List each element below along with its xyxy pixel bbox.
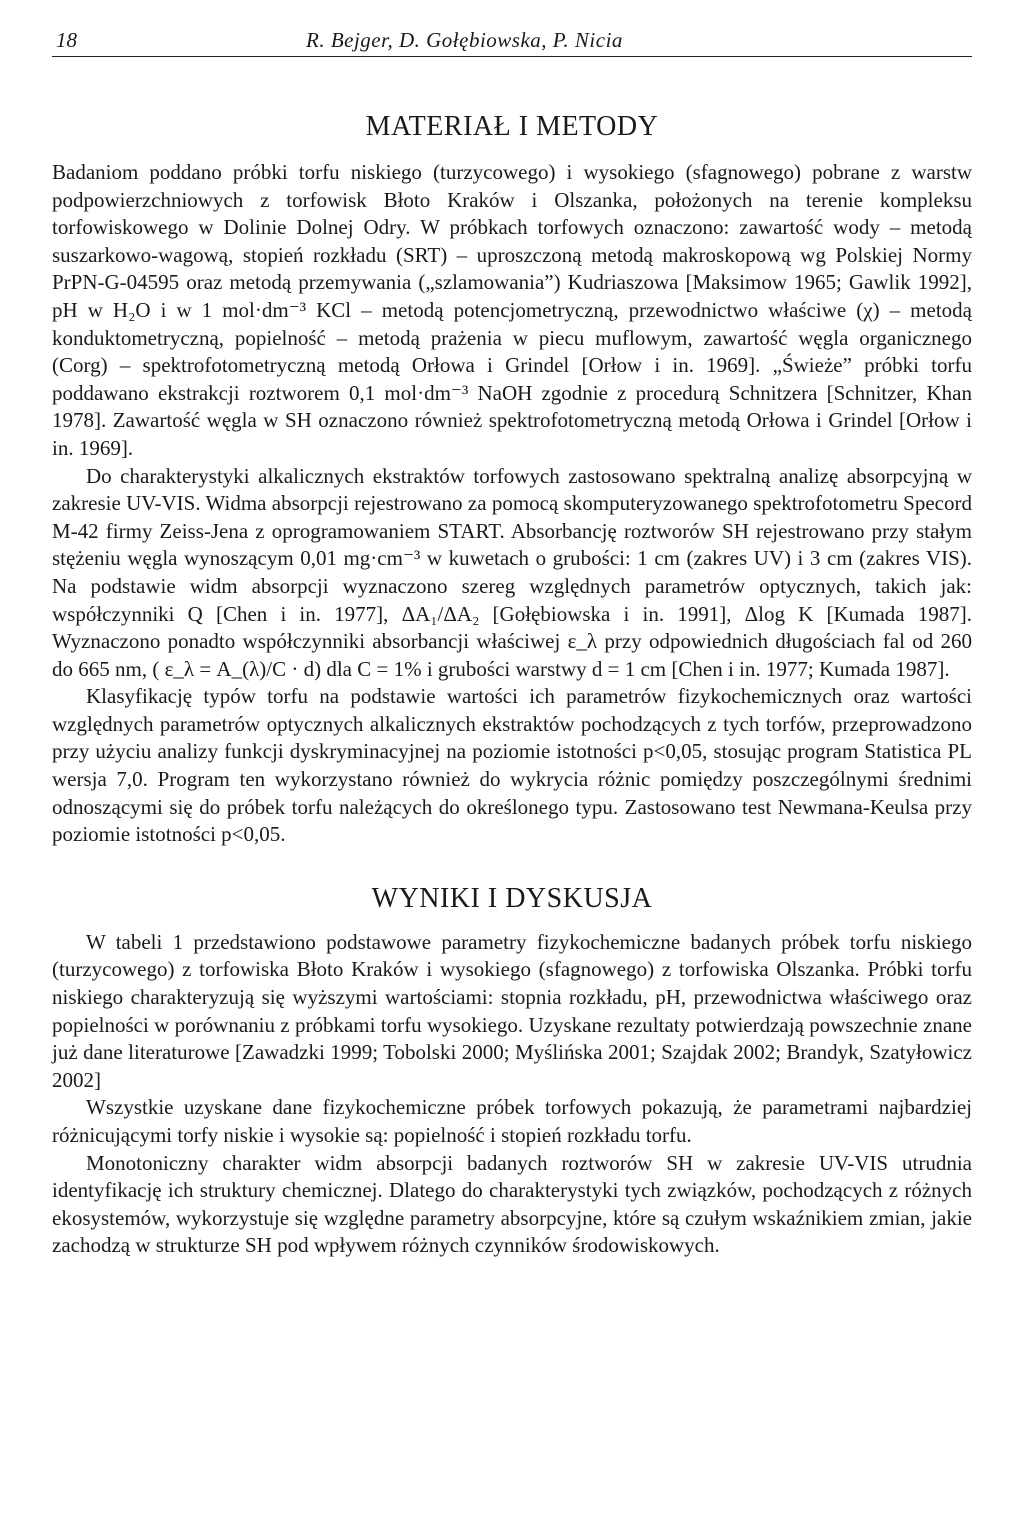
section-heading-results-discussion: WYNIKI I DYSKUSJA	[371, 882, 653, 914]
paragraph-results-3: Monotoniczny charakter widm absorpcji badanych roztworów SH w zakresie UV-VIS utrudnia identyfikację ich struktury chemicznej. Dlatego do charakterystyki tych związków, pochodzących z różnych ekosystemów, wykorzystuje się względne parametry absorpcyjne, które są czułym wskaźnikiem zmian, jakie zachodzą w strukturze SH pod wpływem różnych czynników środowiskowych.	[52, 1150, 972, 1258]
section-heading-materials-methods: MATERIAŁ I METODY	[365, 111, 659, 142]
paragraph-methods-3: Klasyfikację typów torfu na podstawie wartości ich parametrów fizykochemicznych oraz wartości względnych parametrów optycznych alkalicznych ekstraktów pochodzących z tych torfów, przeprowadzono przy użyciu analizy funkcji dyskryminacyjnej na poziomie istotności p<0,05, stosując program Statistica PL wersja 7,0. Program ten wykorzystano również do wykrycia różnic pomiędzy poszczególnymi średnimi odnoszącymi się do próbek torfu należących do określonego typu. Zastosowano test Newmana-Keulsa przy poziomie istotności p<0,05.	[52, 684, 972, 847]
paragraph-results-2: Wszystkie uzyskane dane fizykochemiczne próbek torfowych pokazują, że parametrami najbardziej różnicującymi torfy niskie i wysokie są: popielność i stopień rozkładu torfu.	[52, 1095, 972, 1147]
page-number: 18	[56, 28, 77, 52]
running-header-authors: R. Bejger, D. Gołębiowska, P. Nicia	[306, 28, 623, 52]
paragraph-results-1: W tabeli 1 przedstawiono podstawowe parametry fizykochemiczne badanych próbek torfu niskiego (turzycowego) z torfowiska Błoto Kraków i wysokiego (sfagnowego) z torfowiska Olszanka. Próbki torfu niskiego charakteryzują się wyższymi wartościami: stopnia rozkładu, pH, przewodnictwa właściwego oraz popielności w porównaniu z próbkami torfu wysokiego. Uzyskane rezultaty potwierdzają powszechnie znane już dane literaturowe [Zawadzki 1999; Tobolski 2000; Myślińska 2001; Szajdak 2002; Brandyk, Szatyłowicz 2002]	[52, 929, 972, 1092]
paragraph-methods-2: Do charakterystyki alkalicznych ekstraktów torfowych zastosowano spektralną analizę absorpcyjną w zakresie UV-VIS. Widma absorpcji rejestrowano za pomocą skomputeryzowanego spektrofotometru Specord M-42 firmy Zeiss-Jena z oprogramowaniem START. Absorbancję roztworów SH rejestrowano przy stałym stężeniu węgla wynoszącym 0,01 mg·cm⁻³ w kuwetach o grubości: 1 cm (zakres UV) i 3 cm (zakres VIS). Na podstawie widm absorpcji wyznaczono szereg względnych parametrów optycznych, takich jak: współczynniki Q [Chen i in. 1977], ΔA₁/ΔA₂ [Gołębiowska i in. 1991], Δlog K [Kumada 1987]. Wyznaczono ponadto współczynniki absorbancji właściwej ε_λ przy odpowiednich długościach fal od 260 do 665 nm, ( ε_λ = A_(λ)/C · d) dla C = 1% i grubości warstwy d = 1 cm [Chen i in. 1977; Kumada 1987].	[52, 463, 972, 681]
running-header	[52, 28, 972, 57]
paragraph-methods-1: Badaniom poddano próbki torfu niskiego (turzycowego) i wysokiego (sfagnowego) pobrane z warstw podpowierzchniowych z torfowisk Błoto Kraków i Olszanka, położonych na terenie kompleksu torfowiskowego w Dolinie Dolnej Odry. W próbkach torfowych oznaczono: zawartość wody – metodą suszarkowo-wagową, stopień rozkładu (SRT) – uproszczoną metodą makroskopową wg Polskiej Normy PrPN-G-04595 oraz metodą przemywania („szlamowania”) Kudriaszowa [Maksimow 1965; Gawlik 1992], pH w H₂O i w 1 mol·dm⁻³ KCl – metodą potencjometryczną, przewodnictwo właściwe (χ) – metodą konduktometryczną, popielność – metodą prażenia w piecu muflowym, zawartość węgla organicznego (Corg) – spektrofotometryczną metodą Orłowa i Grindel [Orłow i in. 1969]. „Świeże” próbki torfu poddawano ekstrakcji roztworem 0,1 mol·dm⁻³ NaOH zgodnie z procedurą Schnitzera [Schnitzer, Khan 1978]. Zawartość węgla w SH oznaczono również spektrofotometryczną metodą Orłowa i Grindel [Orłow i in. 1969].	[52, 160, 972, 460]
